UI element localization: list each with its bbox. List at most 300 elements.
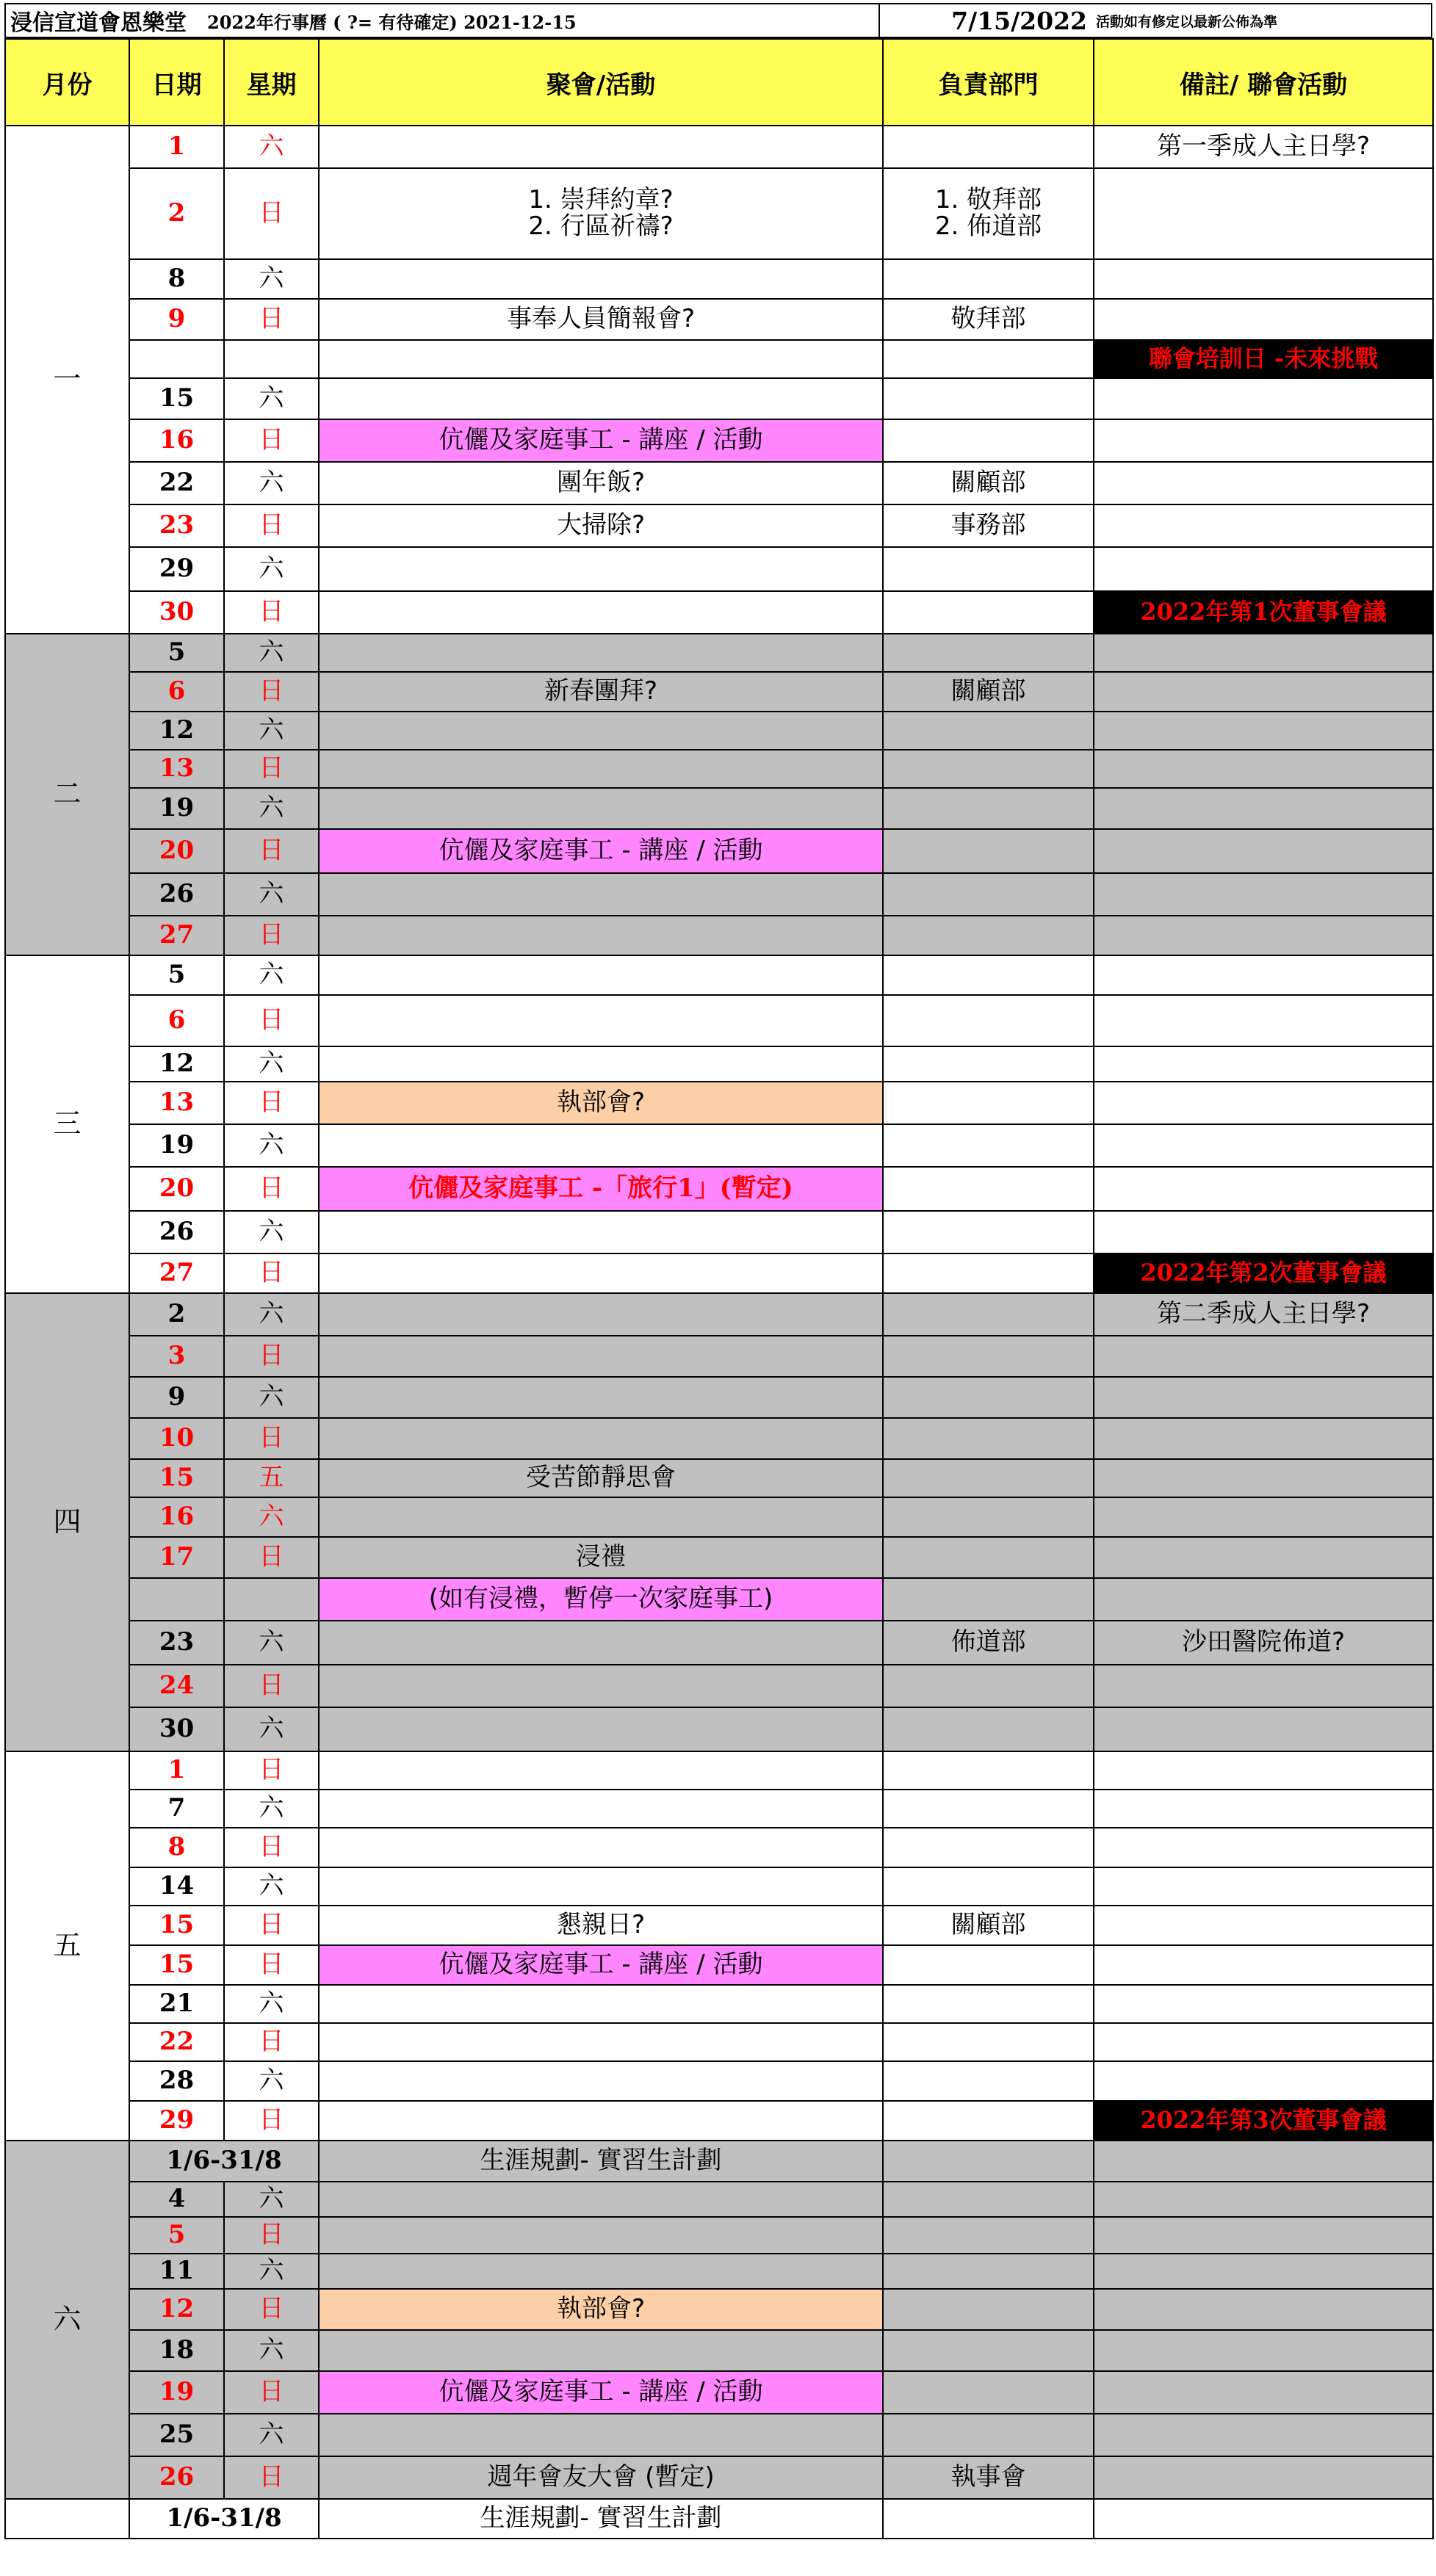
- remark-cell: [1094, 2182, 1433, 2217]
- department-cell: [883, 2499, 1094, 2539]
- department-cell: [883, 1790, 1094, 1828]
- remark-cell: [1094, 788, 1433, 829]
- weekday-cell: 日: [224, 750, 319, 788]
- activity-cell: 執部會?: [319, 1082, 883, 1124]
- date-cell: 26: [129, 873, 224, 916]
- table-row: [5, 2182, 1433, 2217]
- remark-cell: [1094, 1336, 1433, 1377]
- department-cell: [883, 2414, 1094, 2456]
- activity-cell: 生涯規劃- 實習生計劃: [319, 2141, 883, 2182]
- department-cell: [883, 2101, 1094, 2141]
- department-cell: [883, 419, 1094, 462]
- activity-cell: [319, 873, 883, 916]
- remark-cell: [1094, 2141, 1433, 2182]
- table-row: [5, 462, 1433, 504]
- remark-badge: 2022年第3次董事會議: [1094, 2101, 1433, 2141]
- revision-note: 活動如有修定以最新公佈為準: [1096, 13, 1278, 30]
- date-cell: 19: [129, 788, 224, 829]
- date-cell: 5: [129, 955, 224, 995]
- table-row: [5, 1828, 1433, 1867]
- department-cell: [883, 126, 1094, 168]
- activity-cell: [319, 547, 883, 591]
- activity-cell: 生涯規劃- 實習生計劃: [319, 2499, 883, 2539]
- table-row: [5, 1377, 1433, 1418]
- table-row: [5, 1790, 1433, 1828]
- table-row: [5, 1046, 1433, 1082]
- department-cell: [883, 1537, 1094, 1578]
- table-row: [5, 995, 1433, 1046]
- table-row: [5, 2061, 1433, 2101]
- weekday-cell: 日: [224, 2101, 319, 2141]
- department-cell: [883, 1665, 1094, 1707]
- month-label: 三: [5, 955, 129, 1293]
- department-cell: [883, 1211, 1094, 1253]
- remark-cell: [1094, 378, 1433, 419]
- remark-cell: [1094, 1985, 1433, 2023]
- activity-cell: [319, 1377, 883, 1418]
- department-cell: [883, 2061, 1094, 2101]
- remark-cell: [1094, 634, 1433, 672]
- activity-cell: [319, 1707, 883, 1751]
- department-cell: [883, 1828, 1094, 1867]
- department-cell: [883, 1336, 1094, 1377]
- activity-cell: [319, 2023, 883, 2061]
- department-cell: 關顧部: [883, 462, 1094, 504]
- activity-cell: [319, 1828, 883, 1867]
- department-cell: [883, 2371, 1094, 2414]
- table-row: [5, 2023, 1433, 2061]
- department-cell: [883, 1293, 1094, 1336]
- weekday-cell: 五: [224, 1459, 319, 1497]
- table-row: [5, 955, 1433, 995]
- department-cell: [883, 634, 1094, 672]
- date-cell: 15: [129, 378, 224, 419]
- date-cell: 22: [129, 462, 224, 504]
- date-cell: 26: [129, 1211, 224, 1253]
- table-row: [5, 378, 1433, 419]
- department-cell: [883, 1945, 1094, 1985]
- department-cell: [883, 340, 1094, 378]
- weekday-cell: 日: [224, 504, 319, 547]
- weekday-cell: 六: [224, 378, 319, 419]
- date-cell: 14: [129, 1867, 224, 1906]
- date-cell: 11: [129, 2254, 224, 2289]
- date-cell: 9: [129, 299, 224, 340]
- calendar-subtitle: 2022年行事曆 ( ?= 有待確定) 2021-12-15: [207, 11, 577, 33]
- weekday-cell: 六: [224, 1293, 319, 1336]
- remark-cell: [1094, 168, 1433, 259]
- remark-cell: [1094, 504, 1433, 547]
- department-cell: 執事會: [883, 2456, 1094, 2499]
- table-row: [5, 2141, 1433, 2182]
- table-row: [5, 168, 1433, 259]
- weekday-cell: [224, 1578, 319, 1621]
- date-cell: 5: [129, 634, 224, 672]
- remark-cell: [1094, 2061, 1433, 2101]
- table-row: [5, 788, 1433, 829]
- table-row: [5, 2101, 1433, 2141]
- table-row: [5, 1707, 1433, 1751]
- month-label: 二: [5, 634, 129, 955]
- table-row: [5, 299, 1433, 340]
- activity-cell: [319, 2061, 883, 2101]
- department-cell: [883, 712, 1094, 750]
- remark-cell: [1094, 1945, 1433, 1985]
- department-cell: 佈道部: [883, 1621, 1094, 1665]
- department-cell: [883, 2289, 1094, 2330]
- weekday-cell: 六: [224, 1046, 319, 1082]
- table-row: [5, 1336, 1433, 1377]
- weekday-cell: 日: [224, 1336, 319, 1377]
- date-cell: 6: [129, 672, 224, 712]
- remark-cell: [1094, 1167, 1433, 1211]
- table-row: [5, 419, 1433, 462]
- department-cell: [883, 995, 1094, 1046]
- remark-cell: [1094, 1418, 1433, 1459]
- remark-badge: 聯會培訓日 -未來挑戰: [1094, 340, 1433, 378]
- date-cell: 12: [129, 712, 224, 750]
- table-row: [5, 829, 1433, 873]
- department-cell: [883, 1751, 1094, 1790]
- weekday-cell: 六: [224, 634, 319, 672]
- activity-cell: [319, 2254, 883, 2289]
- weekday-cell: 六: [224, 2330, 319, 2371]
- table-row: [5, 547, 1433, 591]
- remark-badge: 2022年第1次董事會議: [1094, 591, 1433, 634]
- department-cell: [883, 916, 1094, 955]
- event-rows: [5, 126, 1433, 2539]
- date-cell: 20: [129, 829, 224, 873]
- table-row: [5, 1211, 1433, 1253]
- department-cell: [883, 259, 1094, 299]
- department-cell: [883, 1867, 1094, 1906]
- activity-cell: 伉儷及家庭事工 - 講座 / 活動: [319, 1945, 883, 1985]
- date-cell: 17: [129, 1537, 224, 1578]
- date-cell: 20: [129, 1167, 224, 1211]
- table-row: [5, 259, 1433, 299]
- weekday-cell: 日: [224, 2217, 319, 2254]
- date-cell: 15: [129, 1945, 224, 1985]
- remark-cell: [1094, 1751, 1433, 1790]
- activity-cell: [319, 1621, 883, 1665]
- weekday-cell: 六: [224, 2061, 319, 2101]
- date-cell: 27: [129, 916, 224, 955]
- table-row: [5, 1082, 1433, 1124]
- department-line: 1. 敬拜部: [934, 185, 1042, 215]
- remark-cell: [1094, 1459, 1433, 1497]
- activity-cell: 受苦節靜思會: [319, 1459, 883, 1497]
- weekday-cell: 日: [224, 299, 319, 340]
- department-cell: [883, 1459, 1094, 1497]
- activity-cell: [319, 378, 883, 419]
- col-header-weekday: 星期: [224, 39, 319, 126]
- table-row: [5, 2414, 1433, 2456]
- date-cell: 8: [129, 1828, 224, 1867]
- activity-cell: 伉儷及家庭事工 - 講座 / 活動: [319, 419, 883, 462]
- remark-cell: [1094, 916, 1433, 955]
- activity-cell: [319, 995, 883, 1046]
- table-row: [5, 1167, 1433, 1211]
- month-label: 六: [5, 2141, 129, 2499]
- weekday-cell: 日: [224, 1828, 319, 1867]
- weekday-cell: 日: [224, 916, 319, 955]
- department-cell: [883, 1124, 1094, 1167]
- weekday-cell: 日: [224, 1082, 319, 1124]
- date-cell: 30: [129, 1707, 224, 1751]
- department-cell: [883, 873, 1094, 916]
- activity-cell: [319, 2101, 883, 2141]
- table-row: [5, 1665, 1433, 1707]
- remark-cell: [1094, 299, 1433, 340]
- date-cell: 9: [129, 1377, 224, 1418]
- weekday-cell: 日: [224, 1253, 319, 1293]
- col-header-activity: 聚會/活動: [319, 39, 883, 126]
- remark-cell: [1094, 2217, 1433, 2254]
- remark-cell: [1094, 1707, 1433, 1751]
- remark-cell: [1094, 750, 1433, 788]
- department-cell: [883, 2023, 1094, 2061]
- activity-cell: 伉儷及家庭事工 - 講座 / 活動: [319, 2371, 883, 2414]
- table-row: [5, 2254, 1433, 2289]
- date-cell: 10: [129, 1418, 224, 1459]
- weekday-cell: 六: [224, 955, 319, 995]
- activity-cell: 懇親日?: [319, 1906, 883, 1945]
- weekday-cell: 六: [224, 712, 319, 750]
- date-cell: 4: [129, 2182, 224, 2217]
- department-cell: 事務部: [883, 504, 1094, 547]
- weekday-cell: [224, 340, 319, 378]
- activity-cell: [319, 126, 883, 168]
- department-cell: [883, 1578, 1094, 1621]
- remark-cell: [1094, 955, 1433, 995]
- date-cell: 18: [129, 2330, 224, 2371]
- department-cell: [883, 547, 1094, 591]
- weekday-cell: 日: [224, 591, 319, 634]
- weekday-cell: 日: [224, 1945, 319, 1985]
- table-row: [5, 2499, 1433, 2539]
- department-cell: [883, 1377, 1094, 1418]
- department-cell: [883, 788, 1094, 829]
- weekday-cell: 日: [224, 1537, 319, 1578]
- department-cell: 關顧部: [883, 672, 1094, 712]
- weekday-cell: 日: [224, 672, 319, 712]
- department-cell: [883, 2141, 1094, 2182]
- col-header-month: 月份: [5, 39, 129, 126]
- date-cell: 22: [129, 2023, 224, 2061]
- remark-cell: [1094, 1211, 1433, 1253]
- date-cell: 21: [129, 1985, 224, 2023]
- activity-cell: 執部會?: [319, 2289, 883, 2330]
- activity-cell: [319, 1293, 883, 1336]
- activity-line: 2. 行區祈禱?: [528, 211, 674, 241]
- col-header-remarks: 備註/ 聯會活動: [1094, 39, 1433, 126]
- weekday-cell: 日: [224, 2456, 319, 2499]
- date-cell: 2: [129, 168, 224, 259]
- table-row: [5, 1751, 1433, 1790]
- department-line: 2. 佈道部: [934, 211, 1042, 241]
- date-cell: 29: [129, 2101, 224, 2141]
- table-row: [5, 591, 1433, 634]
- activity-cell: [319, 1665, 883, 1707]
- month-label: [5, 2499, 129, 2539]
- remark-cell: [1094, 1124, 1433, 1167]
- weekday-cell: 日: [224, 1418, 319, 1459]
- weekday-cell: 日: [224, 2289, 319, 2330]
- date-cell: 7: [129, 1790, 224, 1828]
- weekday-cell: 六: [224, 1707, 319, 1751]
- date-cell: 24: [129, 1665, 224, 1707]
- date-cell: 26: [129, 2456, 224, 2499]
- activity-cell: 新春團拜?: [319, 672, 883, 712]
- weekday-cell: 日: [224, 1665, 319, 1707]
- date-cell: 1: [129, 126, 224, 168]
- activity-cell: [319, 591, 883, 634]
- weekday-cell: 日: [224, 1167, 319, 1211]
- activity-cell: [319, 1124, 883, 1167]
- activity-cell: [319, 2182, 883, 2217]
- remark-cell: [1094, 2330, 1433, 2371]
- remark-cell: [1094, 462, 1433, 504]
- table-row: [5, 1867, 1433, 1906]
- weekday-cell: 日: [224, 1751, 319, 1790]
- activity-cell: [319, 168, 883, 259]
- remark-cell: [1094, 2414, 1433, 2456]
- column-header-row: [5, 39, 1433, 126]
- activity-cell: [319, 1497, 883, 1537]
- table-row: [5, 340, 1433, 378]
- remark-cell: [1094, 259, 1433, 299]
- activity-cell: [319, 955, 883, 995]
- weekday-cell: 六: [224, 1790, 319, 1828]
- activity-cell: 伉儷及家庭事工 -「旅行1」(暫定): [319, 1167, 883, 1211]
- date-cell: 8: [129, 259, 224, 299]
- table-row: [5, 712, 1433, 750]
- table-row: [5, 916, 1433, 955]
- weekday-cell: 六: [224, 547, 319, 591]
- table-row: [5, 1418, 1433, 1459]
- activity-cell: [319, 788, 883, 829]
- weekday-cell: 六: [224, 259, 319, 299]
- weekday-cell: 六: [224, 126, 319, 168]
- table-row: [5, 1497, 1433, 1537]
- weekday-cell: 日: [224, 1906, 319, 1945]
- department-cell: [883, 2182, 1094, 2217]
- activity-cell: [319, 1211, 883, 1253]
- activity-line: 1. 崇拜約章?: [528, 185, 674, 215]
- col-header-department: 負責部門: [883, 39, 1094, 126]
- calendar-sheet: [4, 3, 1432, 2539]
- date-cell: 15: [129, 1906, 224, 1945]
- date-cell: 5: [129, 2217, 224, 2254]
- department-cell: [883, 1985, 1094, 2023]
- date-range-cell: 1/6-31/8: [129, 2141, 319, 2182]
- table-row: [5, 873, 1433, 916]
- department-cell: [883, 1418, 1094, 1459]
- remark-cell: [1094, 1497, 1433, 1537]
- remark-cell: [1094, 1046, 1433, 1082]
- activity-cell: [319, 259, 883, 299]
- weekday-cell: 六: [224, 1211, 319, 1253]
- table-row: [5, 2456, 1433, 2499]
- remark-cell: 沙田醫院佈道?: [1094, 1621, 1433, 1665]
- department-cell: [883, 2330, 1094, 2371]
- activity-cell: [319, 916, 883, 955]
- remark-cell: [1094, 1867, 1433, 1906]
- remark-cell: [1094, 1082, 1433, 1124]
- activity-cell: 週年會友大會 (暫定): [319, 2456, 883, 2499]
- department-cell: 關顧部: [883, 1906, 1094, 1945]
- weekday-cell: 日: [224, 419, 319, 462]
- activity-cell: [319, 1985, 883, 2023]
- weekday-cell: 日: [224, 829, 319, 873]
- department-cell: [883, 168, 1094, 259]
- weekday-cell: 日: [224, 2371, 319, 2414]
- date-cell: 1: [129, 1751, 224, 1790]
- remark-cell: [1094, 547, 1433, 591]
- date-cell: 15: [129, 1459, 224, 1497]
- weekday-cell: 六: [224, 2182, 319, 2217]
- remark-cell: [1094, 1906, 1433, 1945]
- department-cell: [883, 1253, 1094, 1293]
- date-cell: 19: [129, 1124, 224, 1167]
- activity-cell: [319, 1751, 883, 1790]
- remark-cell: [1094, 1537, 1433, 1578]
- date-cell: 3: [129, 1336, 224, 1377]
- date-cell: 12: [129, 2289, 224, 2330]
- date-cell: 16: [129, 1497, 224, 1537]
- weekday-cell: 六: [224, 462, 319, 504]
- weekday-cell: 六: [224, 1124, 319, 1167]
- department-cell: [883, 1046, 1094, 1082]
- activity-cell: [319, 1867, 883, 1906]
- church-name: 浸信宣道會恩樂堂: [10, 10, 187, 36]
- activity-cell: (如有浸禮，暫停一次家庭事工): [319, 1578, 883, 1621]
- remark-cell: [1094, 1578, 1433, 1621]
- remark-cell: [1094, 829, 1433, 873]
- department-cell: [883, 750, 1094, 788]
- activity-cell: [319, 340, 883, 378]
- remark-cell: [1094, 1665, 1433, 1707]
- remark-cell: [1094, 2023, 1433, 2061]
- department-cell: [883, 1707, 1094, 1751]
- table-row: [5, 1459, 1433, 1497]
- department-cell: [883, 591, 1094, 634]
- activity-cell: [319, 712, 883, 750]
- activity-cell: [319, 2414, 883, 2456]
- remark-cell: [1094, 1790, 1433, 1828]
- date-cell: 23: [129, 1621, 224, 1665]
- table-row: [5, 2330, 1433, 2371]
- date-cell: 13: [129, 750, 224, 788]
- table-row: [5, 1253, 1433, 1293]
- table-row: [5, 1621, 1433, 1665]
- remark-cell: [1094, 712, 1433, 750]
- table-row: [5, 1578, 1433, 1621]
- department-cell: [883, 829, 1094, 873]
- weekday-cell: 六: [224, 1985, 319, 2023]
- activity-cell: [319, 1336, 883, 1377]
- col-header-date: 日期: [129, 39, 224, 126]
- date-cell: 28: [129, 2061, 224, 2101]
- weekday-cell: 六: [224, 2254, 319, 2289]
- table-row: [5, 126, 1433, 168]
- date-cell: 29: [129, 547, 224, 591]
- date-cell: [129, 1578, 224, 1621]
- activity-cell: [319, 1790, 883, 1828]
- remark-cell: [1094, 419, 1433, 462]
- remark-cell: [1094, 2254, 1433, 2289]
- month-label: 一: [5, 126, 129, 634]
